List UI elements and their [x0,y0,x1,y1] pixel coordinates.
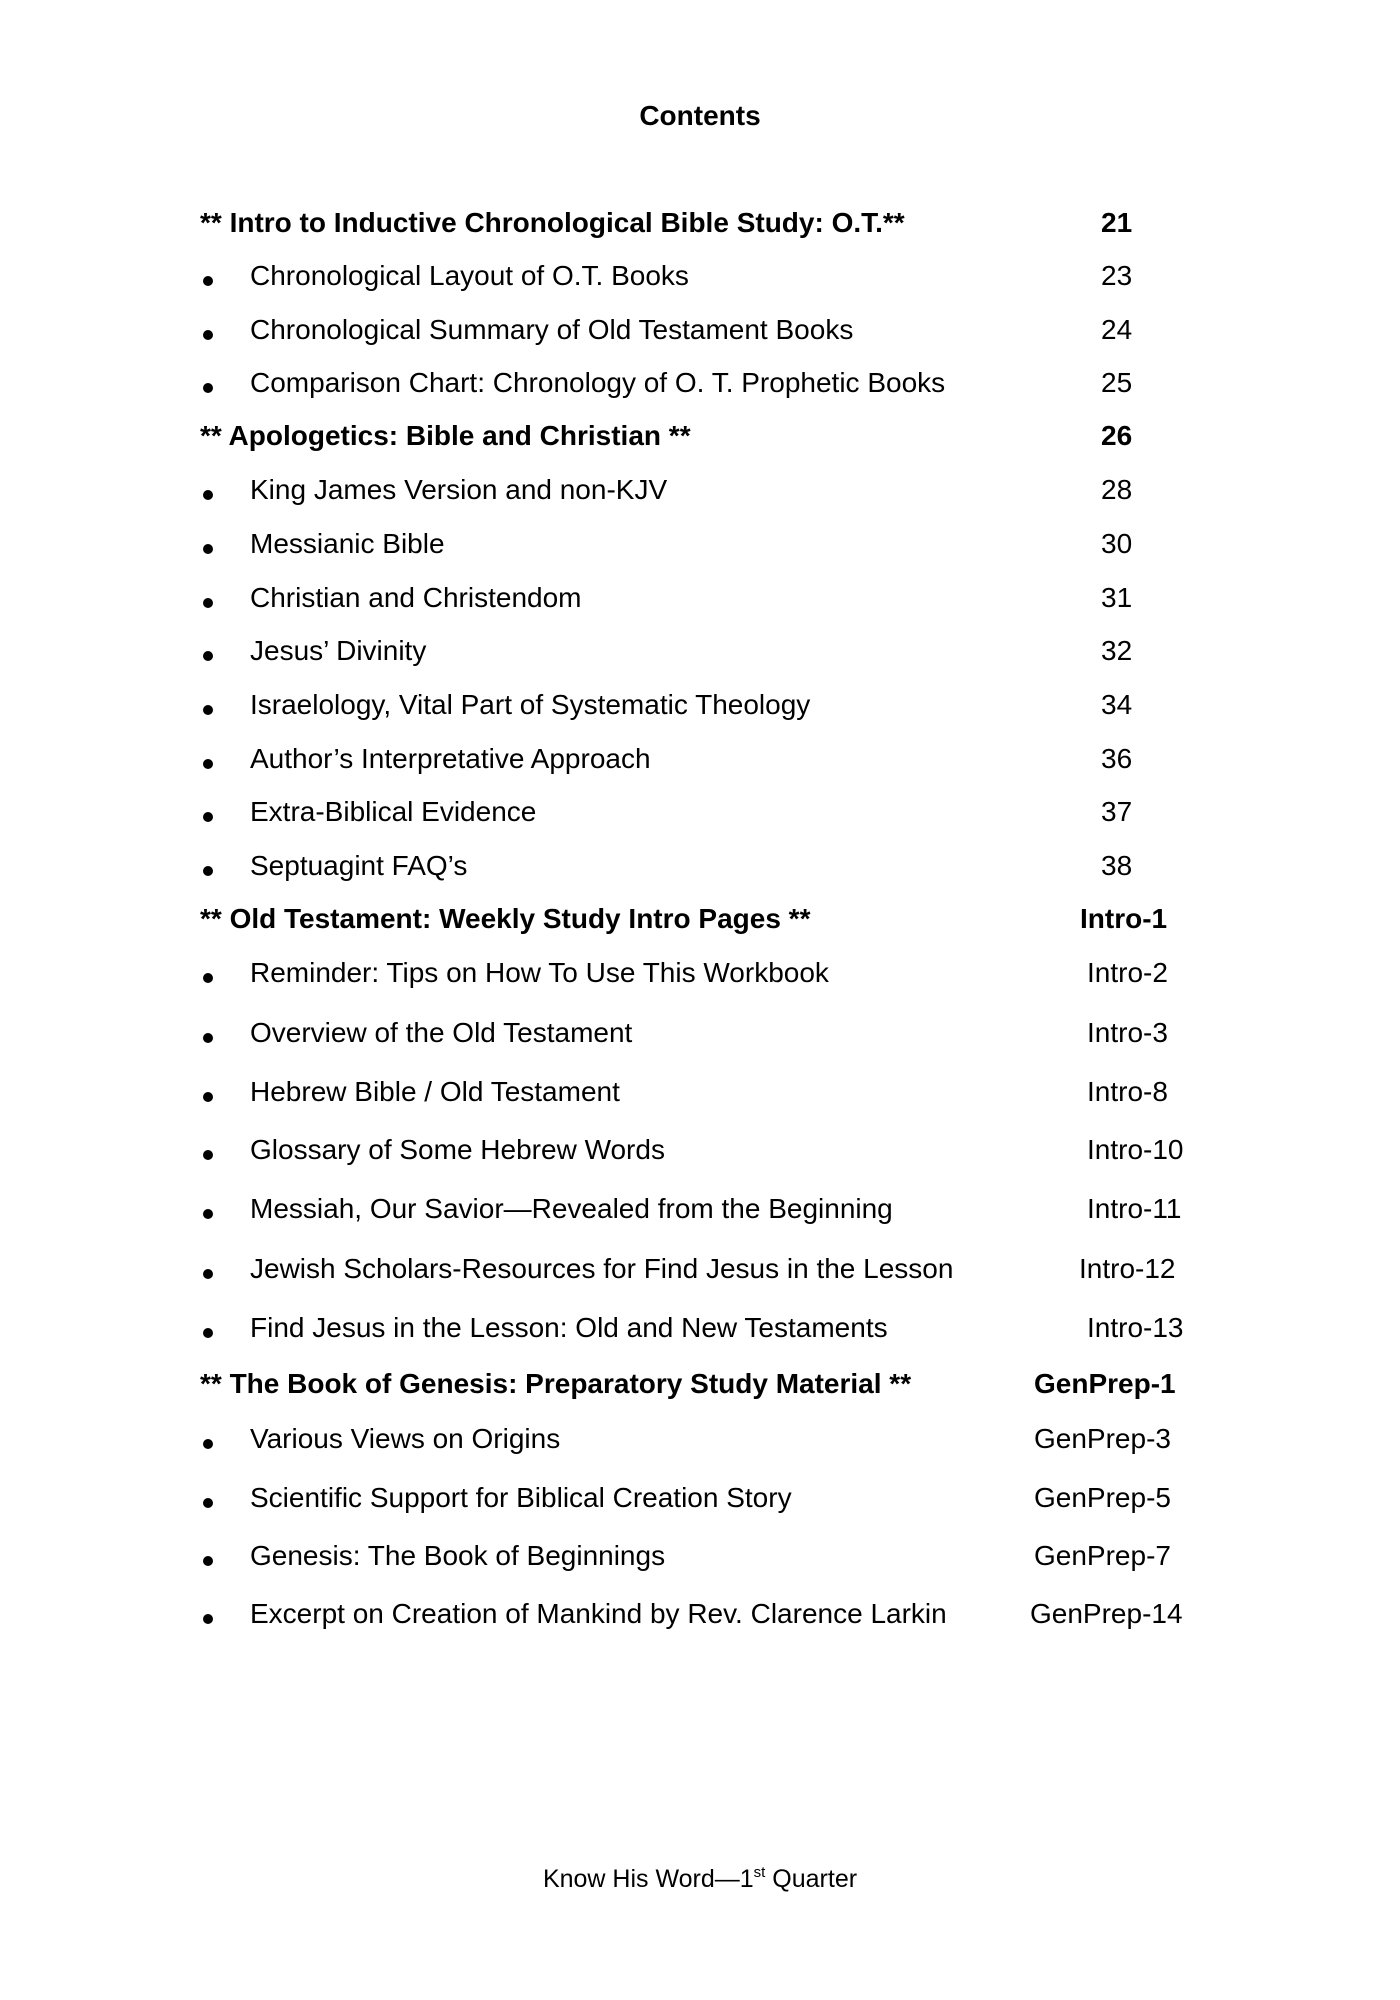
entry-title: Find Jesus in the Lesson: Old and New Testaments [250,1312,888,1343]
contents-title: Contents [639,100,761,131]
page-number: 23 [1101,260,1133,291]
entry-title: Messiah, Our Savior—Revealed from the Beginning [250,1193,893,1224]
page-number: 31 [1101,582,1133,613]
footer-text-suffix: Quarter [765,1865,858,1893]
page-number: Intro-2 [1087,957,1168,988]
entry-title: Excerpt on Creation of Mankind by Rev. Clarence Larkin [250,1598,947,1629]
page-number: 38 [1101,850,1133,881]
entry-title: Israelology, Vital Part of Systematic Theology [250,689,811,720]
section-title: ** Apologetics: Bible and Christian ** [200,420,691,451]
page-number: 25 [1101,367,1133,398]
page-number: 30 [1101,528,1133,559]
entry-title: King James Version and non-KJV [250,474,668,505]
page-footer [0,1863,1400,1895]
page-number: Intro-8 [1087,1076,1168,1107]
toc-section-heading [0,901,1400,937]
toc-section-heading [0,1366,1400,1402]
toc-entry [0,741,1400,777]
toc-entry [0,1191,1400,1227]
entry-title: Jewish Scholars-Resources for Find Jesus in the Lesson [250,1253,954,1284]
page-number: Intro-11 [1087,1193,1182,1224]
toc-entry [0,1074,1400,1110]
entry-title: Overview of the Old Testament [250,1017,633,1048]
toc-entry [0,365,1400,401]
toc-entry [0,687,1400,723]
page-number: GenPrep-14 [1030,1598,1183,1629]
page-number: Intro-13 [1087,1312,1184,1343]
toc-entry [0,1132,1400,1168]
page-number: GenPrep-5 [1034,1482,1171,1513]
page-number: 37 [1101,796,1133,827]
toc-entry [0,1251,1400,1287]
section-title: ** The Book of Genesis: Preparatory Study Material ** [200,1368,912,1399]
entry-title: Messianic Bible [250,528,445,559]
toc-entry [0,1421,1400,1457]
toc-entry [0,312,1400,348]
page-number: 32 [1101,635,1133,666]
toc-entry [0,1596,1400,1632]
entry-title: Chronological Layout of O.T. Books [250,260,689,291]
section-title: ** Old Testament: Weekly Study Intro Pages ** [200,903,811,934]
toc-entry [0,1538,1400,1574]
toc-entry [0,1015,1400,1051]
toc-entry [0,794,1400,830]
toc-entry [0,472,1400,508]
page-number: GenPrep-3 [1034,1423,1171,1454]
entry-title: Reminder: Tips on How To Use This Workbook [250,957,829,988]
toc-entry [0,580,1400,616]
page-number: 26 [1101,420,1133,451]
entry-title: Glossary of Some Hebrew Words [250,1134,665,1165]
entry-title: Scientific Support for Biblical Creation Story [250,1482,792,1513]
entry-title: Author’s Interpretative Approach [250,743,651,774]
page-number: 34 [1101,689,1133,720]
toc-entry [0,258,1400,294]
toc-entry [0,955,1400,991]
entry-title: Extra-Biblical Evidence [250,796,537,827]
entry-title: Various Views on Origins [250,1423,561,1454]
footer-superscript: st [753,1864,766,1881]
page-number: Intro-10 [1087,1134,1184,1165]
page-number: 36 [1101,743,1133,774]
entry-title: Comparison Chart: Chronology of O. T. Prophetic Books [250,367,946,398]
page-number: 28 [1101,474,1133,505]
page-number: GenPrep-1 [1034,1368,1176,1399]
page-number: Intro-3 [1087,1017,1168,1048]
toc-section-heading [0,418,1400,454]
entry-title: Christian and Christendom [250,582,582,613]
toc-entry [0,526,1400,562]
entry-title: Septuagint FAQ’s [250,850,468,881]
page-number: 24 [1101,314,1133,345]
entry-title: Genesis: The Book of Beginnings [250,1540,666,1571]
page-number: Intro-12 [1079,1253,1176,1284]
toc-entry [0,633,1400,669]
entry-title: Hebrew Bible / Old Testament [250,1076,620,1107]
toc-entry [0,848,1400,884]
toc-entry [0,1310,1400,1346]
toc-entry [0,1480,1400,1516]
page-number: GenPrep-7 [1034,1540,1171,1571]
entry-title: Chronological Summary of Old Testament Books [250,314,854,345]
page-number: 21 [1101,207,1133,238]
section-title: ** Intro to Inductive Chronological Bible Study: O.T.** [200,207,905,238]
toc-section-heading [0,205,1400,241]
entry-title: Jesus’ Divinity [250,635,427,666]
page-number: Intro-1 [1080,903,1168,934]
footer-text: Know His Word—1 [542,1865,754,1893]
